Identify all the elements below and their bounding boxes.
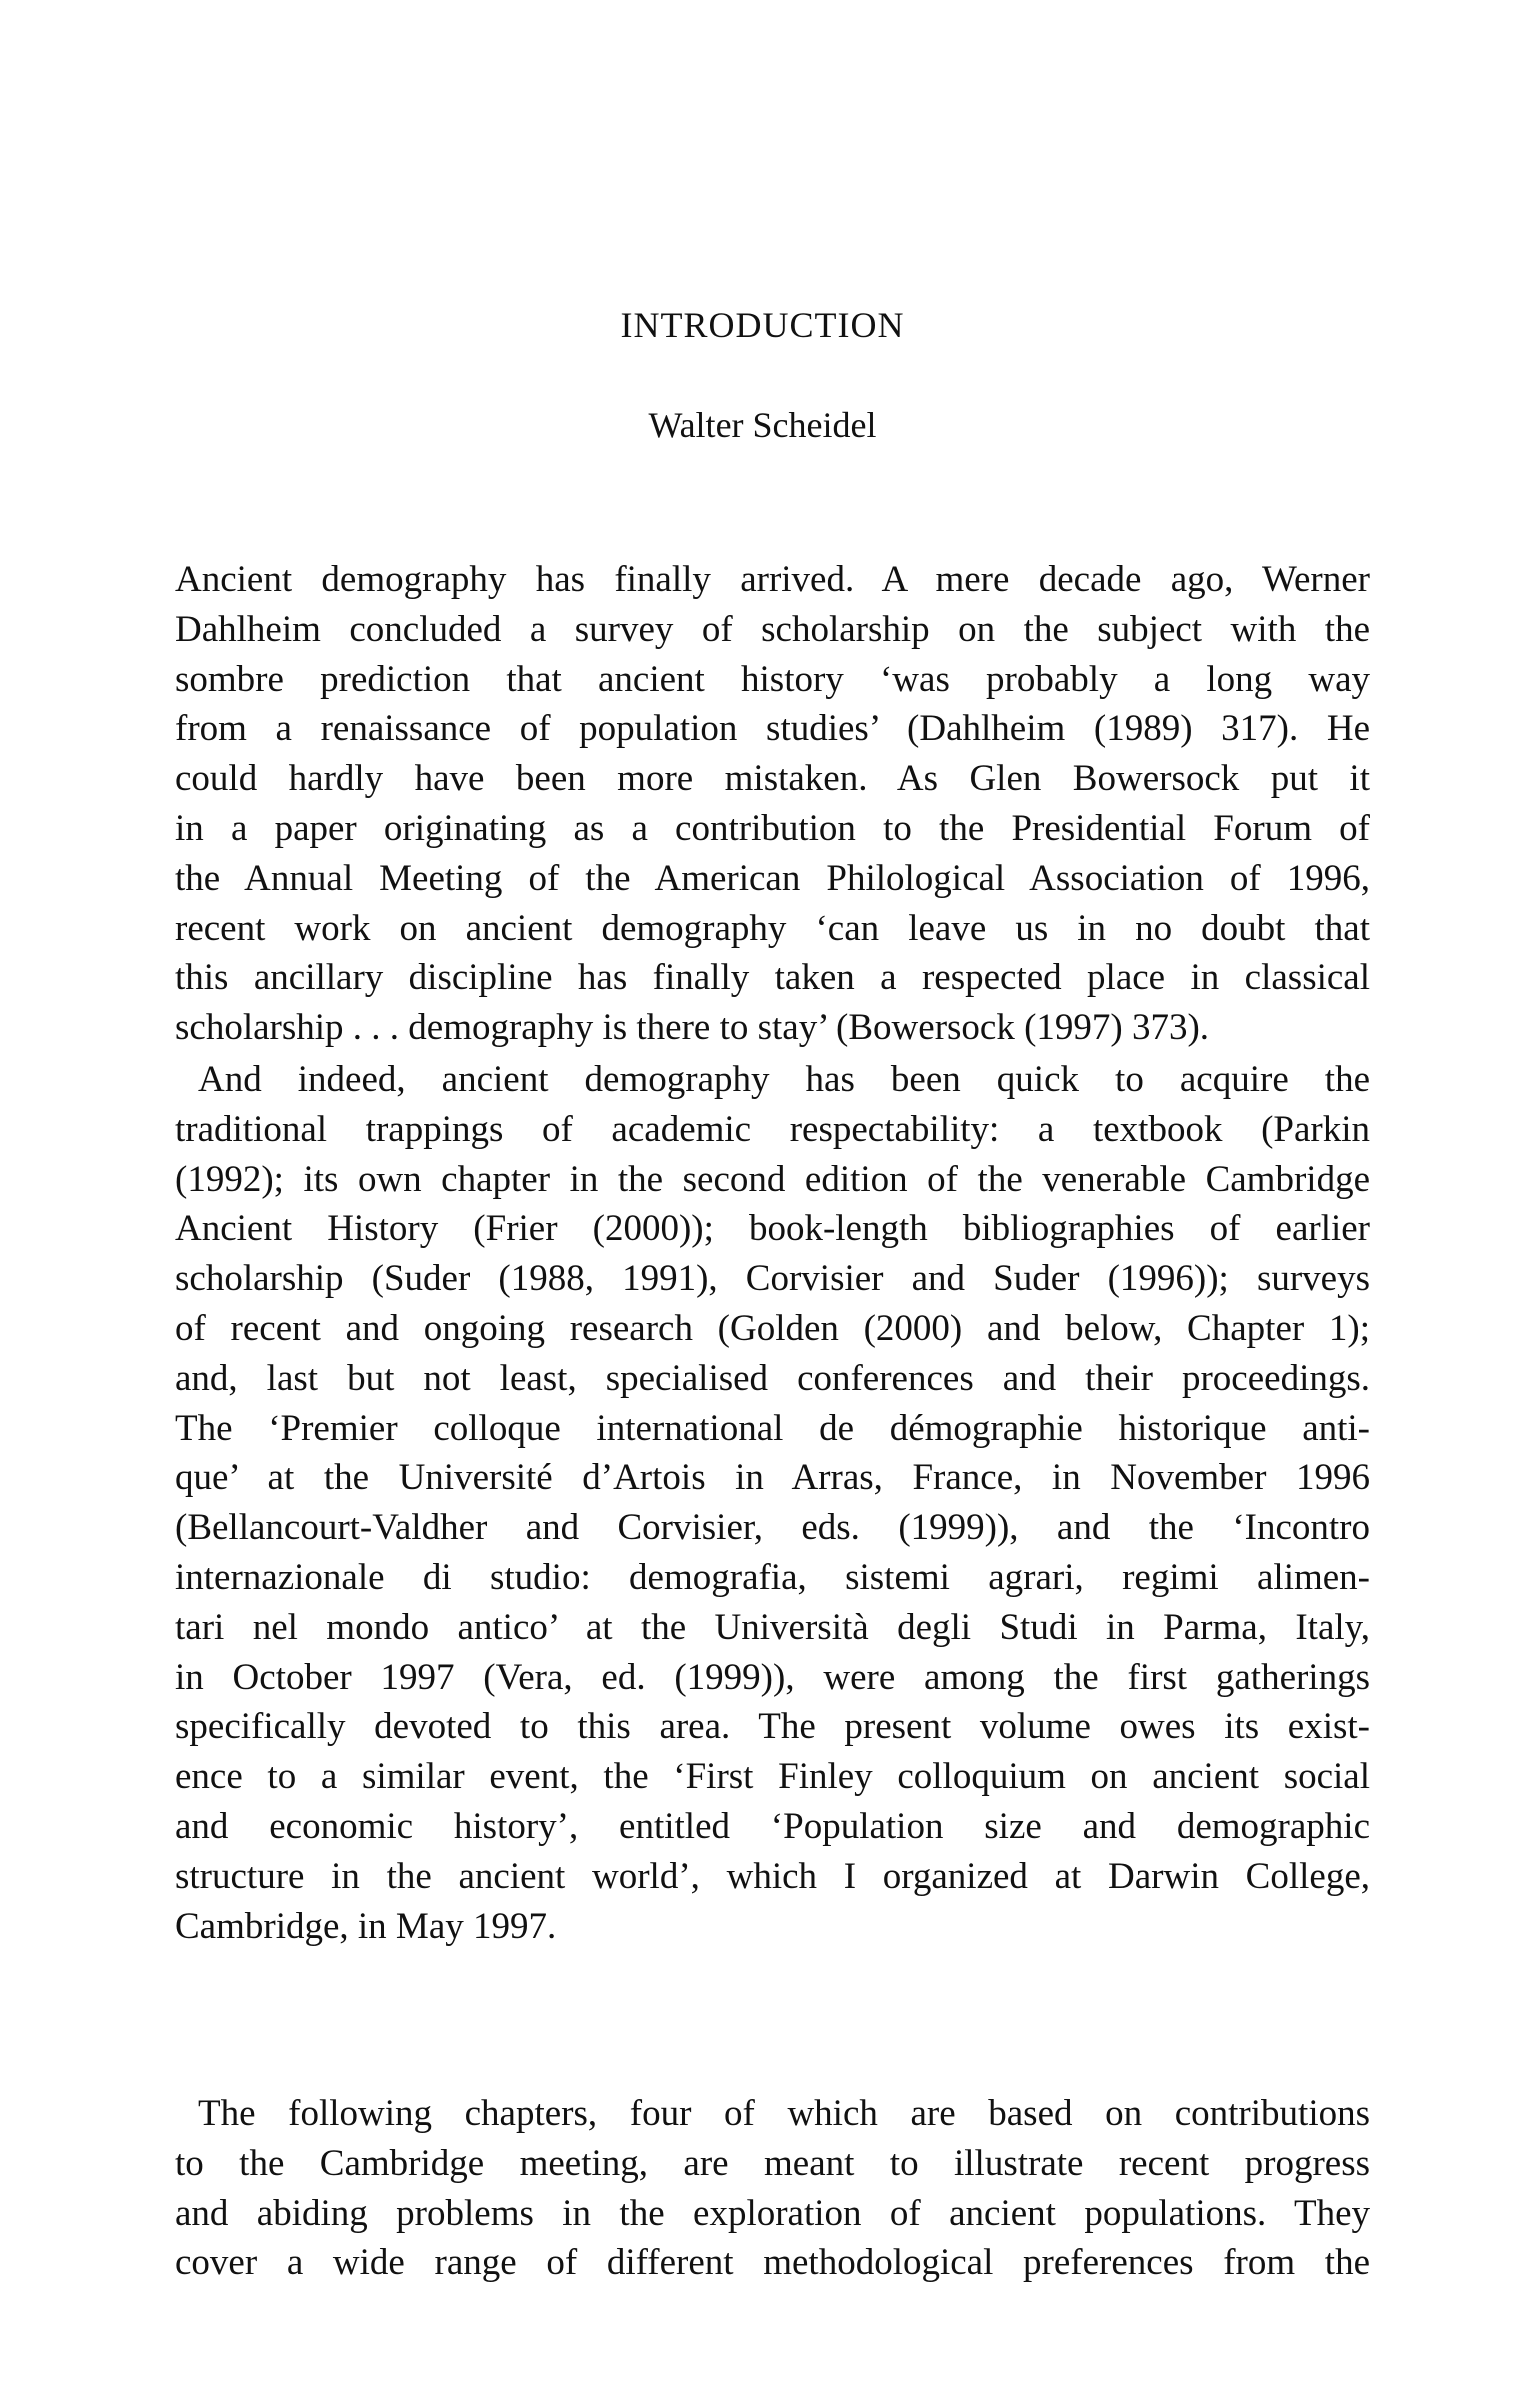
paragraph-1-line: this ancillary discipline has finally taken a respected place in classical xyxy=(175,957,1370,999)
chapter-title: INTRODUCTION xyxy=(620,305,905,345)
paragraph-2-line: Cambridge, in May 1997. xyxy=(175,1905,557,1947)
paragraph-2-line: and, last but not least, specialised conferences and their proceedings. xyxy=(175,1357,1370,1399)
paragraph-2-line: specifically devoted to this area. The present volume owes its exist- xyxy=(175,1706,1370,1748)
paragraph-1-line: the Annual Meeting of the American Philological Association of 1996, xyxy=(175,857,1370,899)
paragraph-1-line: scholarship . . . demography is there to stay’ (Bowersock (1997) 373). xyxy=(175,1007,1210,1049)
paragraph-2-line: tari nel mondo antico’ at the Università degli Studi in Parma, Italy, xyxy=(175,1606,1370,1648)
paragraph-2-line: traditional trappings of academic respectability: a textbook (Parkin xyxy=(175,1108,1370,1150)
paragraph-2-line: The ‘Premier colloque international de démographie historique anti- xyxy=(175,1407,1370,1449)
chapter-author: Walter Scheidel xyxy=(648,405,877,445)
paragraph-2-line: structure in the ancient world’, which I organized at Darwin College, xyxy=(175,1855,1370,1897)
paragraph-2-line: and economic history’, entitled ‘Population size and demographic xyxy=(175,1806,1370,1847)
paragraph-2-line: internazionale di studio: demografia, sistemi agrari, regimi alimen- xyxy=(175,1557,1370,1598)
paragraph-1-line: Ancient demography has finally arrived. A mere decade ago, Werner xyxy=(175,559,1370,600)
paragraph-1-line: could hardly have been more mistaken. As Glen Bowersock put it xyxy=(175,758,1370,800)
paragraph-2-line: scholarship (Suder (1988, 1991), Corvisier and Suder (1996)); surveys xyxy=(175,1258,1370,1300)
paragraph-1-line: recent work on ancient demography ‘can leave us in no doubt that xyxy=(175,907,1370,949)
paragraph-1-line: Dahlheim concluded a survey of scholarship on the subject with the xyxy=(175,608,1370,650)
paragraph-3-line: cover a wide range of different methodological preferences from the xyxy=(175,2242,1370,2284)
paragraph-2-line: (1992); its own chapter in the second edition of the venerable Cambridge xyxy=(175,1158,1370,1200)
paragraph-2-line: ence to a similar event, the ‘First Finley colloquium on ancient social xyxy=(175,1756,1370,1798)
paragraph-3-line: The following chapters, four of which are based on contributions xyxy=(198,2093,1370,2134)
paragraph-2-line: (Bellancourt-Valdher and Corvisier, eds. (1999)), and the ‘Incontro xyxy=(175,1507,1370,1549)
paragraph-2-line: Ancient History (Frier (2000)); book-length bibliographies of earlier xyxy=(175,1208,1370,1250)
paragraph-1-line: sombre prediction that ancient history ‘was probably a long way xyxy=(175,658,1370,700)
paragraph-2-line: que’ at the Université d’Artois in Arras, France, in November 1996 xyxy=(175,1457,1370,1499)
paragraph-2-line: And indeed, ancient demography has been quick to acquire the xyxy=(198,1059,1370,1100)
paragraph-3-line: and abiding problems in the exploration of ancient populations. They xyxy=(175,2192,1370,2234)
paragraph-2-line: in October 1997 (Vera, ed. (1999)), were among the first gatherings xyxy=(175,1656,1370,1698)
paragraph-2-line: of recent and ongoing research (Golden (2000) and below, Chapter 1); xyxy=(175,1308,1370,1349)
paragraph-1-line: in a paper originating as a contribution to the Presidential Forum of xyxy=(175,808,1370,849)
paragraph-1-line: from a renaissance of population studies’ (Dahlheim (1989) 317). He xyxy=(175,708,1370,750)
paragraph-3-line: to the Cambridge meeting, are meant to illustrate recent progress xyxy=(175,2142,1370,2184)
